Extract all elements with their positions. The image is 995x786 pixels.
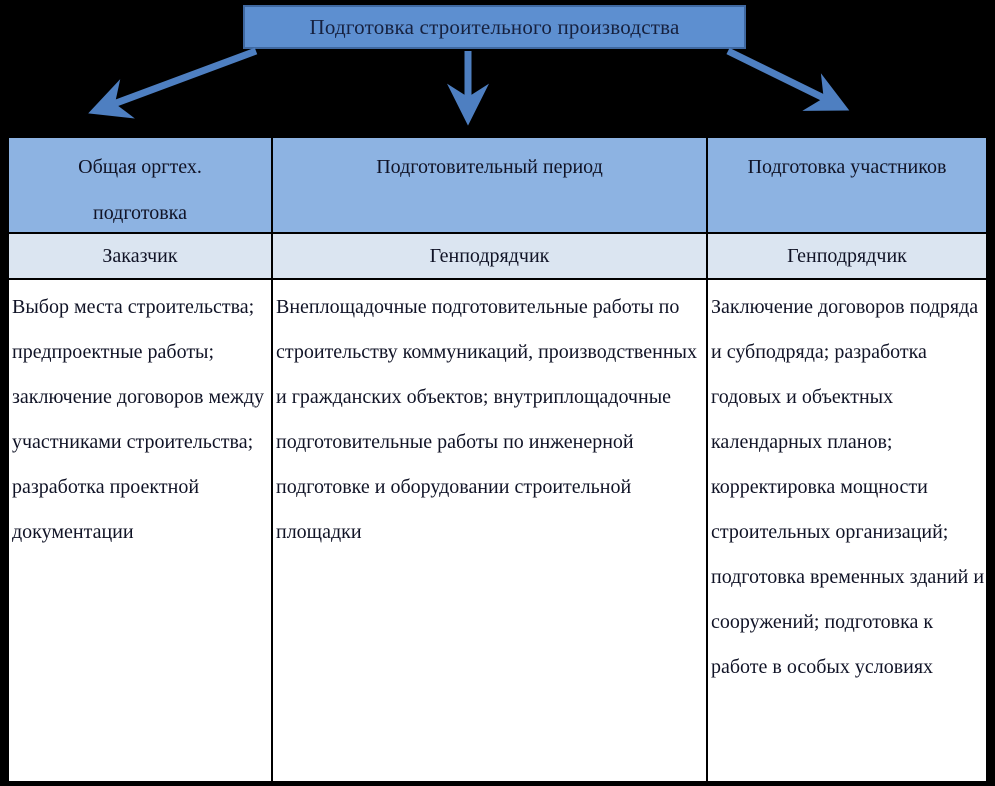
- role-label: Генподрядчик: [787, 244, 907, 267]
- role-label: Заказчик: [102, 244, 178, 267]
- title-box: [243, 5, 746, 49]
- flow-arrows: [0, 47, 995, 137]
- body-cell-preparatory-period: [273, 280, 706, 781]
- column-header-label: Общая оргтех. подготовка: [78, 156, 202, 224]
- body-text: Внеплощадочные подготовительные работы по строительству коммуникаций, производственных и гражданских объектов; внутриплощадочные подготовительные работы по инженерной подготовке и оборудовании строительной площадки: [276, 296, 697, 543]
- body-cell-general-prep: [9, 280, 271, 781]
- preparation-table: [8, 137, 987, 782]
- role-cell-general-contractor-1: [273, 234, 706, 278]
- column-header-preparatory-period: [273, 138, 706, 232]
- column-header-participants-prep: [708, 138, 986, 232]
- body-cell-participants-prep: [708, 280, 986, 781]
- column-header-label: Подготовительный период: [376, 156, 603, 178]
- column-header-label: Подготовка участников: [747, 156, 947, 178]
- body-text: Заключение договоров подряда и субподряда; разработка годовых и объектных календарных планов; корректировка мощности строительных организаций; подготовка временных зданий и сооружений; подготовка к работе в особых условиях: [711, 296, 985, 678]
- arrow-right-icon: [728, 51, 838, 105]
- role-cell-customer: [9, 234, 271, 278]
- body-text: Выбор места строительства; предпроектные работы; заключение договоров между участниками строительства; разработка проектной документации: [12, 296, 265, 543]
- role-cell-general-contractor-2: [708, 234, 986, 278]
- column-header-general-prep: [9, 138, 271, 232]
- title-text: Подготовка строительного производства: [309, 14, 680, 39]
- arrow-left-icon: [100, 51, 256, 109]
- role-label: Генподрядчик: [429, 244, 550, 267]
